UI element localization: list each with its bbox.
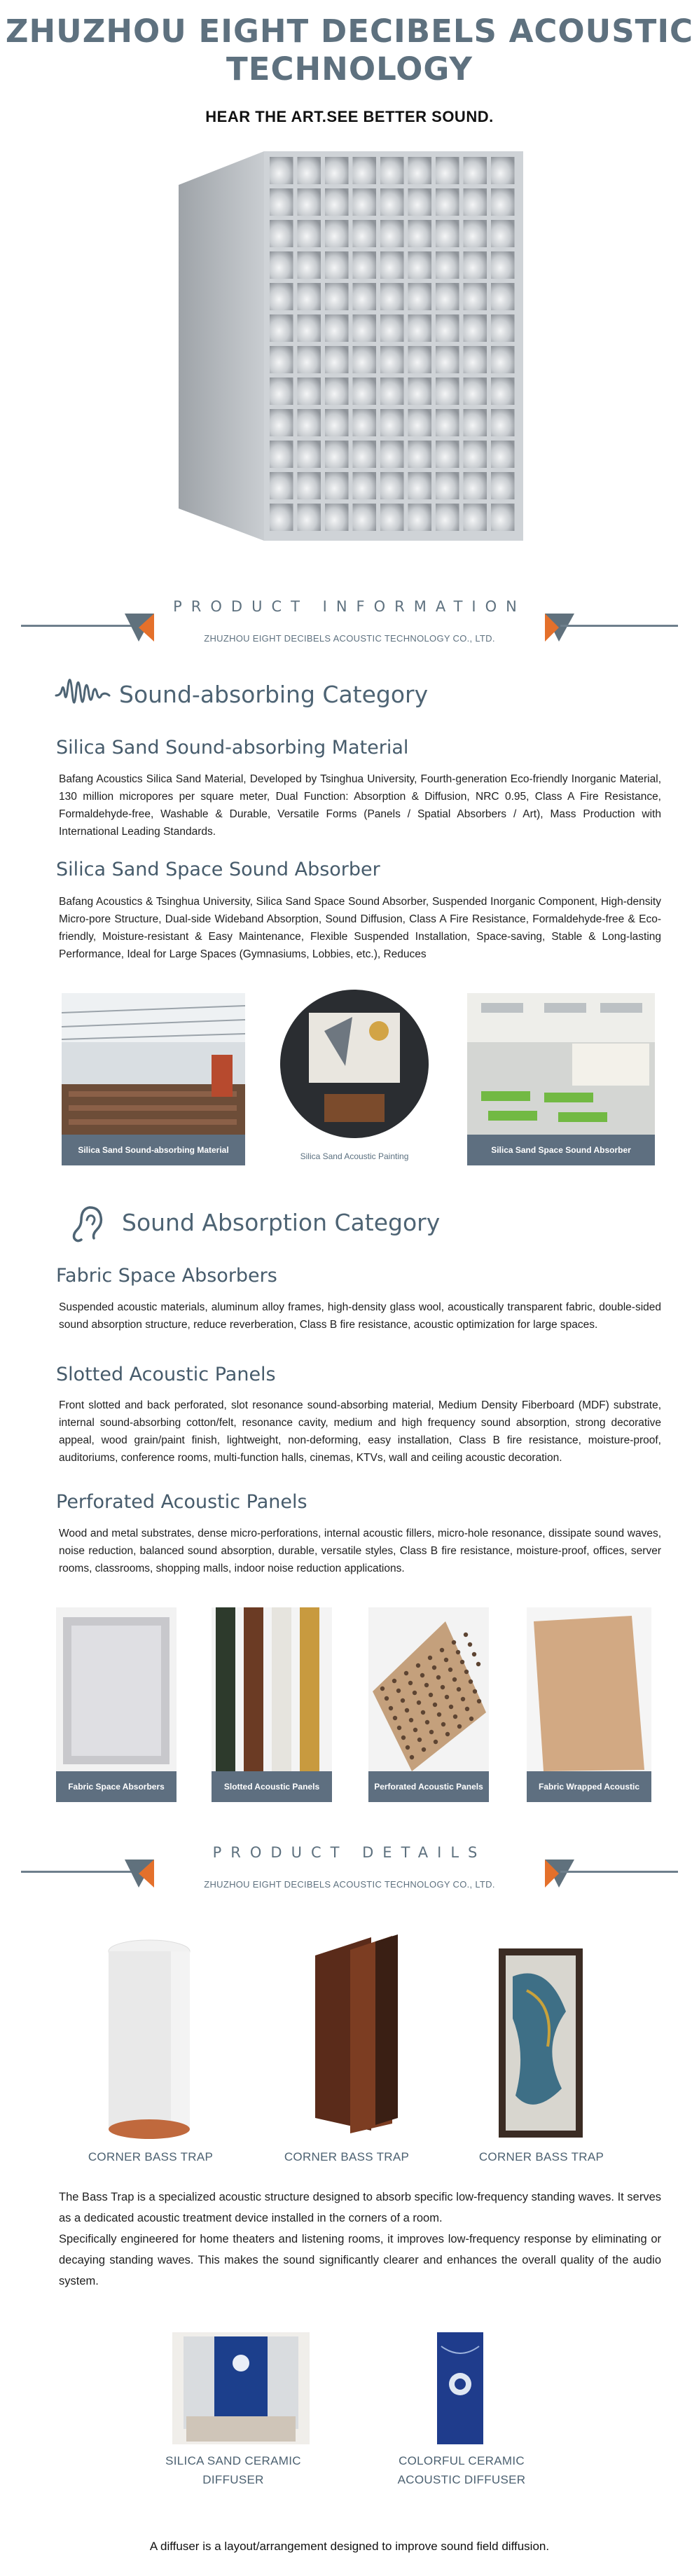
- perforation-hole: [477, 1699, 481, 1703]
- item-description: Bafang Acoustics & Tsinghua University, Silica Sand Space Sound Absorber, Suspended Inorganic Component, High-density Micro-pore Structure, Dual-side Wideband Absorption, Sound Diffusion, Class A Fire Resistance, Formaldehyde-free & Eco-friendly, Moisture-resistant & Easy Maintenance, Flexible Suspended Installation, Space-saving, Stable & Long-lasting Performance, Ideal for Large Spaces (Gymnasiums, Lobbies, etc.), Reduces: [59, 896, 661, 960]
- cabinet-cell: [436, 472, 459, 499]
- cabinet-cell: [353, 441, 377, 468]
- perforation-hole: [416, 1663, 420, 1668]
- colorful-diffuser-image: [430, 2332, 490, 2444]
- cabinet-cell: [464, 188, 487, 216]
- cabinet-cell: [491, 472, 515, 499]
- perforation-hole: [448, 1668, 452, 1672]
- perforation-hole: [389, 1706, 393, 1710]
- cabinet-cell: [491, 346, 515, 373]
- cabinet-cell: [325, 314, 349, 342]
- perforation-hole: [456, 1650, 460, 1654]
- cabinet-cell: [491, 220, 515, 247]
- cabinet-cell: [408, 157, 432, 184]
- perforation-hole: [397, 1726, 401, 1730]
- perforation-hole: [413, 1691, 417, 1695]
- perforation-hole: [404, 1671, 408, 1675]
- hero-product-image: [179, 151, 529, 565]
- bass-trap-samples-image: [308, 1934, 399, 2138]
- ceramic-diffuser-image: [172, 2332, 310, 2444]
- cabinet-cell: [380, 251, 404, 279]
- item-description: Bafang Acoustics Silica Sand Material, Developed by Tsinghua University, Fourth-generation Eco-friendly Inorganic Material, 130 million micropores per square meter, Dual Function: Absorption & Diffusion, NRC 0.95, Class A Fire Resistance, Formaldehyde-free, Washable & Durable, Versatile Forms (Panels / Spatial Absorbers / Art), Mass Production with International Leading Standards.: [59, 773, 661, 838]
- perforation-hole: [441, 1722, 445, 1726]
- cabinet-cell: [491, 188, 515, 216]
- perforation-hole: [405, 1708, 409, 1712]
- perforation-hole: [444, 1658, 448, 1662]
- perforation-hole: [392, 1679, 396, 1683]
- cabinet-cell: [270, 220, 293, 247]
- product-caption: CORNER BASS TRAP: [478, 2150, 604, 2163]
- perforation-hole: [422, 1747, 426, 1752]
- photo-card: [527, 1607, 651, 1822]
- cabinet-cell: [353, 472, 377, 499]
- item-description: Wood and metal substrates, dense micro-perforations, internal acoustic fillers, micro-hole resonance, dissipate sound waves, noise reduction, balanced sound absorption, durable, versatile styles, Class B fire resistance, moisture-proof, offices, server rooms, classrooms, shopping malls, indoor noise reduction applications.: [59, 1528, 661, 1574]
- cabinet-cell: [353, 504, 377, 531]
- cabinet-cell: [464, 157, 487, 184]
- cabinet-cell: [325, 157, 349, 184]
- cabinet-cell: [298, 504, 321, 531]
- cabinet-cell: [298, 472, 321, 499]
- cabinet-cell: [325, 441, 349, 468]
- bass-trap-description-2: Specifically engineered for home theaters and listening rooms, it improves low-frequency response by eliminating or decaying standing waves. This makes the sound significantly clearer and enhances the overall quality of the audio system.: [59, 2233, 661, 2287]
- cabinet-cell: [270, 283, 293, 310]
- cabinet-cell: [325, 346, 349, 373]
- perforation-hole: [428, 1656, 432, 1660]
- cabinet-cell: [325, 251, 349, 279]
- perforation-hole: [469, 1680, 473, 1684]
- cabinet-cell: [298, 346, 321, 373]
- perforation-hole: [380, 1687, 385, 1691]
- cabinet-cell: [436, 314, 459, 342]
- perforation-hole: [469, 1717, 473, 1721]
- item-description: Suspended acoustic materials, aluminum alloy frames, high-density glass wool, acoustically transparent fabric, double-sided sound absorption structure, reduce reverberation, Class B fire resistance, acoustic optimization for large spaces.: [59, 1301, 661, 1331]
- item-heading: Silica Sand Sound-absorbing Material: [56, 737, 409, 759]
- cabinet-cell: [298, 157, 321, 184]
- photo-caption: Fabric Wrapped Acoustic Panels: [527, 1771, 651, 1802]
- perforation-hole: [465, 1707, 469, 1711]
- cabinet-cell: [436, 188, 459, 216]
- cabinet-cell: [298, 283, 321, 310]
- cabinet-cell: [380, 220, 404, 247]
- cabinet-cell: [298, 314, 321, 342]
- cabinet-cell: [436, 251, 459, 279]
- brand-title: [0, 13, 699, 88]
- perforation-hole: [410, 1755, 414, 1759]
- perforation-hole: [468, 1642, 472, 1647]
- cabinet-cell: [380, 314, 404, 342]
- cabinet-cell: [270, 409, 293, 436]
- cabinet-cell: [464, 251, 487, 279]
- cabinet-cell: [270, 441, 293, 468]
- cabinet-cell: [353, 378, 377, 405]
- cabinet-cell: [325, 409, 349, 436]
- cabinet-cell: [408, 188, 432, 216]
- perforation-hole: [436, 1675, 441, 1680]
- product-caption: CORNER BASS TRAP: [284, 2150, 410, 2163]
- cabinet-cell: [353, 220, 377, 247]
- product-caption: CORNER BASS TRAP: [88, 2150, 214, 2163]
- bass-trap-description: [59, 2187, 661, 2292]
- cabinet-cell: [270, 251, 293, 279]
- category-title: Sound Absorption Category: [122, 1209, 441, 1236]
- perforation-hole: [457, 1687, 461, 1691]
- perforation-hole: [461, 1697, 465, 1701]
- cabinet-cell: [380, 283, 404, 310]
- section-company: ZHUZHOU EIGHT DECIBELS ACOUSTIC TECHNOLOGY CO., LTD.: [204, 633, 495, 644]
- cabinet-cell: [270, 504, 293, 531]
- category-header: [55, 671, 429, 720]
- cabinet-cell: [380, 441, 404, 468]
- perforation-hole: [441, 1685, 445, 1689]
- perforation-hole: [457, 1724, 462, 1729]
- perforation-hole: [452, 1677, 457, 1682]
- brand-title-line2: TECHNOLOGY: [226, 50, 473, 88]
- photo-caption: Silica Sand Sound-absorbing Material: [62, 1135, 245, 1165]
- photo-card: [212, 1607, 332, 1802]
- cabinet-cell: [353, 157, 377, 184]
- cabinet-cell: [325, 283, 349, 310]
- perforation-hole: [401, 1698, 405, 1703]
- cabinet-cell: [491, 157, 515, 184]
- cabinet-cell: [298, 251, 321, 279]
- cabinet-cell: [380, 188, 404, 216]
- perforation-hole: [420, 1673, 424, 1677]
- cabinet-cell: [464, 220, 487, 247]
- section-company: ZHUZHOU EIGHT DECIBELS ACOUSTIC TECHNOLOGY CO., LTD.: [204, 1879, 495, 1890]
- cabinet-cell: [408, 283, 432, 310]
- photo-caption: Silica Sand Acoustic Painting: [300, 1151, 409, 1161]
- perforation-hole: [406, 1745, 410, 1750]
- perforation-hole: [408, 1681, 413, 1685]
- cabinet-cell: [491, 441, 515, 468]
- brand-slogan: HEAR THE ART.SEE BETTER SOUND.: [205, 108, 494, 125]
- cabinet-cell: [325, 472, 349, 499]
- cabinet-cell: [298, 188, 321, 216]
- perforation-hole: [421, 1710, 425, 1715]
- cabinet-cell: [353, 346, 377, 373]
- perforation-hole: [417, 1738, 422, 1742]
- brand-title-line1: ZHUZHOU EIGHT DECIBELS ACOUSTIC: [5, 13, 694, 50]
- cabinet-cell: [464, 472, 487, 499]
- cabinet-cell: [408, 409, 432, 436]
- perforation-hole: [433, 1703, 437, 1707]
- item-heading: Slotted Acoustic Panels: [56, 1364, 276, 1385]
- category-header: [55, 1199, 441, 1248]
- perforation-hole: [385, 1696, 389, 1701]
- photo-caption: Fabric Space Absorbers: [56, 1771, 177, 1802]
- cabinet-cell: [436, 283, 459, 310]
- cabinet-cell: [325, 220, 349, 247]
- cabinet-cell: [380, 378, 404, 405]
- cabinet-cell: [325, 378, 349, 405]
- perforation-hole: [464, 1633, 468, 1637]
- section-label: PRODUCT DETAILS: [212, 1844, 487, 1861]
- cabinet-cell: [270, 472, 293, 499]
- bass-trap-printed-image: [499, 1948, 583, 2138]
- cabinet-cell: [298, 441, 321, 468]
- cabinet-cell: [353, 188, 377, 216]
- perforation-hole: [445, 1695, 449, 1699]
- cabinet-cell: [491, 283, 515, 310]
- cabinet-cell: [464, 441, 487, 468]
- product-information-divider: [0, 594, 699, 678]
- cabinet-cell: [436, 220, 459, 247]
- item-heading: Silica Sand Space Sound Absorber: [56, 859, 380, 880]
- ear-icon: [62, 1199, 118, 1248]
- perforation-hole: [464, 1670, 469, 1674]
- cabinet-cell: [436, 441, 459, 468]
- cabinet-cell: [353, 314, 377, 342]
- divider-line-right: [560, 625, 678, 627]
- divider-line-right: [560, 1871, 678, 1873]
- sound-wave-icon: [55, 671, 111, 720]
- product-details-divider: [0, 1840, 699, 1924]
- cabinet-cell: [436, 409, 459, 436]
- photo-caption: Silica Sand Space Sound Absorber: [467, 1135, 655, 1165]
- cabinet-cell: [464, 504, 487, 531]
- cabinet-cell: [270, 378, 293, 405]
- perforation-hole: [476, 1662, 480, 1666]
- cabinet-cell: [491, 504, 515, 531]
- cabinet-cell: [298, 378, 321, 405]
- cabinet-cell: [408, 441, 432, 468]
- section-label: PRODUCT INFORMATION: [173, 598, 526, 615]
- cabinet-cell: [380, 504, 404, 531]
- perforation-hole: [424, 1683, 429, 1687]
- cabinet-cell: [325, 188, 349, 216]
- cabinet-cell: [464, 314, 487, 342]
- cabinet-cell: [270, 346, 293, 373]
- perforation-hole: [413, 1728, 417, 1732]
- item-heading: Fabric Space Absorbers: [56, 1265, 277, 1287]
- perforation-hole: [437, 1712, 441, 1717]
- cabinet-cell: [408, 378, 432, 405]
- photo-card: [368, 1607, 489, 1802]
- perforation-hole: [429, 1730, 434, 1734]
- cabinet-cell: [408, 472, 432, 499]
- cabinet-cell: [464, 378, 487, 405]
- perforation-hole: [396, 1689, 401, 1693]
- cabinet-cell: [436, 378, 459, 405]
- perforation-hole: [452, 1640, 456, 1644]
- perforation-hole: [460, 1660, 464, 1664]
- cabinet-cell: [491, 409, 515, 436]
- perforation-hole: [453, 1715, 457, 1719]
- perforation-hole: [429, 1693, 433, 1697]
- product-caption: COLORFUL CERAMIC ACOUSTIC DIFFUSER: [397, 2454, 526, 2486]
- diffuser-footnote: A diffuser is a layout/arrangement designed to improve sound field diffusion.: [149, 2540, 550, 2553]
- cabinet-cell: [353, 251, 377, 279]
- photo-caption: Perforated Acoustic Panels: [368, 1771, 489, 1802]
- perforation-hole: [393, 1716, 397, 1720]
- cabinet-cell: [298, 220, 321, 247]
- photo-acoustic-painting: [275, 989, 434, 1139]
- cabinet-cell: [380, 157, 404, 184]
- perforation-hole: [417, 1701, 421, 1705]
- cabinet-cell: [408, 346, 432, 373]
- cabinet-cell: [464, 283, 487, 310]
- perforation-hole: [434, 1740, 438, 1744]
- cabinet-cell: [380, 346, 404, 373]
- cabinet-cell: [298, 409, 321, 436]
- cabinet-cell: [436, 157, 459, 184]
- cabinet-cell: [325, 504, 349, 531]
- perforation-hole: [440, 1648, 444, 1652]
- cabinet-cell: [270, 314, 293, 342]
- perforation-hole: [401, 1736, 406, 1740]
- bass-trap-image: [104, 1939, 195, 2142]
- cabinet-cell: [491, 378, 515, 405]
- cabinet-cell: [408, 220, 432, 247]
- perforation-hole: [473, 1689, 477, 1694]
- photo-caption: Slotted Acoustic Panels: [212, 1771, 332, 1802]
- cabinet-cell: [408, 504, 432, 531]
- cabinet-cell: [436, 504, 459, 531]
- cabinet-cell: [380, 409, 404, 436]
- cabinet-cell: [408, 314, 432, 342]
- product-caption: SILICA SAND CERAMIC DIFFUSER: [165, 2454, 301, 2486]
- cabinet-cell: [464, 346, 487, 373]
- cabinet-cell: [491, 251, 515, 279]
- category-title: Sound-absorbing Category: [119, 681, 429, 708]
- cabinet-cell: [491, 314, 515, 342]
- photo-card: [275, 989, 434, 1172]
- photo-card: [56, 1607, 177, 1802]
- perforation-hole: [472, 1652, 476, 1656]
- bass-trap-description-1: The Bass Trap is a specialized acoustic structure designed to absorb specific low-frequency standing waves. It serves as a dedicated acoustic treatment device installed in the corners of a room.: [59, 2191, 661, 2224]
- cabinet-cell: [270, 157, 293, 184]
- cabinet-cell: [270, 188, 293, 216]
- perforation-hole: [409, 1718, 413, 1722]
- cabinet-cell: [464, 409, 487, 436]
- perforation-hole: [445, 1732, 450, 1736]
- cabinet-cell: [353, 283, 377, 310]
- photo-card: [62, 993, 245, 1165]
- cabinet-cell: [436, 346, 459, 373]
- perforation-hole: [449, 1705, 453, 1709]
- perforation-hole: [425, 1720, 429, 1724]
- cabinet-cell: [380, 472, 404, 499]
- item-description: Front slotted and back perforated, slot resonance sound-absorbing material, Medium Density Fiberboard (MDF) substrate, internal sound-absorbing cotton/felt, resonance cavity, medium and high frequency sound absorption, strong decorative appeal, wood grain/paint finish, lightweight, non-deforming, easy installation, Class B fire resistance, moisture-proof, auditoriums, conference rooms, multi-function halls, cinemas, KTVs, wall and ceiling acoustic decoration.: [59, 1399, 661, 1464]
- item-heading: Perforated Acoustic Panels: [56, 1491, 307, 1513]
- photo-card: [467, 993, 655, 1165]
- cabinet-cell: [353, 409, 377, 436]
- perforation-hole: [432, 1666, 436, 1670]
- cabinet-cell: [408, 251, 432, 279]
